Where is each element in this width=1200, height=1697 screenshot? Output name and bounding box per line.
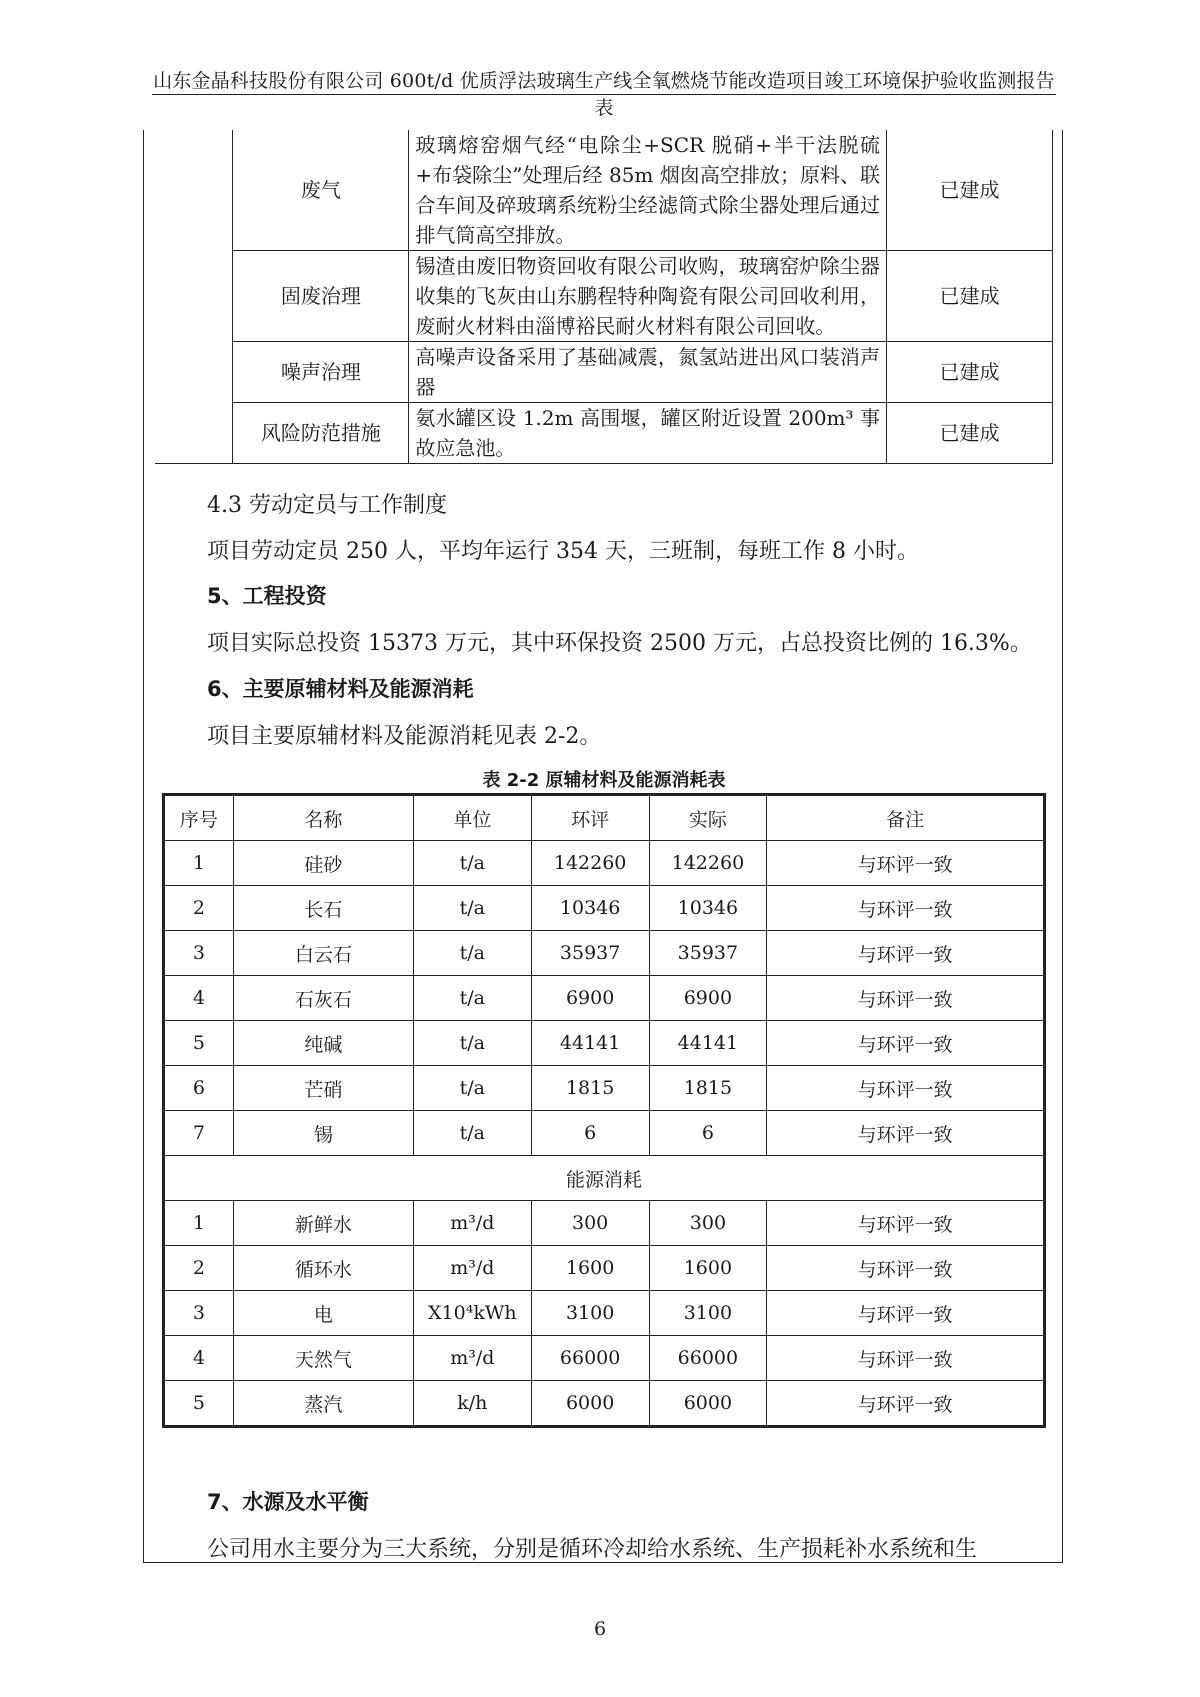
unit-cell: t/a: [413, 1021, 531, 1066]
index-cell: 6: [164, 1066, 234, 1111]
status-cell: 已建成: [887, 403, 1053, 464]
name-cell: 循环水: [233, 1246, 413, 1291]
energy-section-label: 能源消耗: [164, 1156, 1045, 1201]
unit-cell: k/h: [413, 1381, 531, 1427]
name-cell: 新鲜水: [233, 1201, 413, 1246]
eia-value-cell: 35937: [531, 931, 649, 976]
table-row: [155, 130, 1053, 251]
unit-cell: t/a: [413, 976, 531, 1021]
table-row: [164, 931, 1045, 976]
energy-section-row: [164, 1156, 1045, 1201]
section-7-title: 7、水源及水平衡: [207, 1490, 369, 1514]
unit-cell: m³/d: [413, 1201, 531, 1246]
actual-value-cell: 1600: [649, 1246, 767, 1291]
page-header-title: 山东金晶科技股份有限公司 600t/d 优质浮法玻璃生产线全氧燃烧节能改造项目竣工环境保护验收监测报告表: [153, 70, 1055, 119]
table-row: [164, 976, 1045, 1021]
table-row: [164, 1246, 1045, 1291]
index-cell: 1: [164, 841, 234, 886]
table-row: [164, 1066, 1045, 1111]
category-cell: 噪声治理: [233, 342, 409, 403]
table-row: [164, 841, 1045, 886]
name-cell: 电: [233, 1291, 413, 1336]
actual-value-cell: 6000: [649, 1381, 767, 1427]
eia-value-cell: 66000: [531, 1336, 649, 1381]
actual-value-cell: 10346: [649, 886, 767, 931]
eia-value-cell: 6900: [531, 976, 649, 1021]
eia-value-cell: 10346: [531, 886, 649, 931]
actual-value-cell: 1815: [649, 1066, 767, 1111]
unit-cell: t/a: [413, 1066, 531, 1111]
remark-cell: 与环评一致: [767, 1291, 1045, 1336]
column-header: 序号: [164, 795, 234, 841]
table-caption: 表 2-2 原辅材料及能源消耗表: [482, 770, 726, 791]
unit-cell: X10⁴kWh: [413, 1291, 531, 1336]
index-cell: 2: [164, 886, 234, 931]
table-row: [164, 1381, 1045, 1427]
table-row: [155, 251, 1053, 342]
index-cell: 3: [164, 1291, 234, 1336]
table-row: [164, 886, 1045, 931]
actual-value-cell: 44141: [649, 1021, 767, 1066]
actual-value-cell: 300: [649, 1201, 767, 1246]
remark-cell: 与环评一致: [767, 1021, 1045, 1066]
remark-cell: 与环评一致: [767, 886, 1045, 931]
remark-cell: 与环评一致: [767, 1381, 1045, 1427]
unit-cell: t/a: [413, 1111, 531, 1156]
section-7-body: 公司用水主要分为三大系统，分别是循环冷却给水系统、生产损耗补水系统和生: [207, 1537, 978, 1562]
table-header-row: [164, 795, 1045, 841]
table-row: [155, 342, 1053, 403]
category-cell: 固废治理: [233, 251, 409, 342]
remark-cell: 与环评一致: [767, 976, 1045, 1021]
remark-cell: 与环评一致: [767, 1336, 1045, 1381]
actual-value-cell: 66000: [649, 1336, 767, 1381]
index-cell: 4: [164, 976, 234, 1021]
measure-cell: 高噪声设备采用了基础减震，氮氢站进出风口装消声器: [409, 342, 887, 403]
eia-value-cell: 6000: [531, 1381, 649, 1427]
section-4-3-body: 项目劳动定员 250 人，平均年运行 354 天，三班制，每班工作 8 小时。: [207, 539, 919, 564]
eia-value-cell: 300: [531, 1201, 649, 1246]
eia-value-cell: 3100: [531, 1291, 649, 1336]
section-5-title: 5、工程投资: [207, 584, 327, 608]
name-cell: 锡: [233, 1111, 413, 1156]
remark-cell: 与环评一致: [767, 931, 1045, 976]
category-cell: 风险防范措施: [233, 403, 409, 464]
index-cell: 5: [164, 1381, 234, 1427]
name-cell: 天然气: [233, 1336, 413, 1381]
eia-value-cell: 142260: [531, 841, 649, 886]
measure-cell: 玻璃熔窑烟气经“电除尘+SCR 脱硝+半干法脱硫+布袋除尘”处理后经 85m 烟囱高空排放；原料、联合车间及碎玻璃系统粉尘经滤筒式除尘器处理后通过排气筒高空排放。: [409, 130, 887, 251]
table-row: [164, 1201, 1045, 1246]
unit-cell: m³/d: [413, 1336, 531, 1381]
eia-value-cell: 44141: [531, 1021, 649, 1066]
name-cell: 石灰石: [233, 976, 413, 1021]
actual-value-cell: 6: [649, 1111, 767, 1156]
unit-cell: t/a: [413, 841, 531, 886]
remark-cell: 与环评一致: [767, 841, 1045, 886]
measure-cell: 氨水罐区设 1.2m 高围堰，罐区附近设置 200m³ 事故应急池。: [409, 403, 887, 464]
status-cell: 已建成: [887, 130, 1053, 251]
actual-value-cell: 3100: [649, 1291, 767, 1336]
status-cell: 已建成: [887, 342, 1053, 403]
section-4-3-title: 4.3 劳动定员与工作制度: [207, 493, 447, 518]
column-header: 备注: [767, 795, 1045, 841]
name-cell: 长石: [233, 886, 413, 931]
remark-cell: 与环评一致: [767, 1201, 1045, 1246]
section-5-body: 项目实际总投资 15373 万元，其中环保投资 2500 万元，占总投资比例的 16.3%。: [207, 631, 1032, 656]
table-row: [164, 1021, 1045, 1066]
index-cell: 4: [164, 1336, 234, 1381]
remark-cell: 与环评一致: [767, 1066, 1045, 1111]
remark-cell: 与环评一致: [767, 1246, 1045, 1291]
name-cell: 纯碱: [233, 1021, 413, 1066]
name-cell: 蒸汽: [233, 1381, 413, 1427]
unit-cell: t/a: [413, 886, 531, 931]
table-row: [164, 1111, 1045, 1156]
column-header: 环评: [531, 795, 649, 841]
eia-value-cell: 1600: [531, 1246, 649, 1291]
name-cell: 硅砂: [233, 841, 413, 886]
unit-cell: m³/d: [413, 1246, 531, 1291]
category-cell: 废气: [233, 130, 409, 251]
section-6-title: 6、主要原辅材料及能源消耗: [207, 677, 474, 701]
name-cell: 芒硝: [233, 1066, 413, 1111]
materials-energy-table: [162, 793, 1046, 1428]
actual-value-cell: 6900: [649, 976, 767, 1021]
remark-cell: 与环评一致: [767, 1111, 1045, 1156]
measure-cell: 锡渣由废旧物资回收有限公司收购，玻璃窑炉除尘器收集的飞灰由山东鹏程特种陶瓷有限公司回收利用，废耐火材料由淄博裕民耐火材料有限公司回收。: [409, 251, 887, 342]
column-header: 名称: [233, 795, 413, 841]
table-row: [164, 1291, 1045, 1336]
table-row: [155, 403, 1053, 464]
eia-value-cell: 6: [531, 1111, 649, 1156]
unit-cell: t/a: [413, 931, 531, 976]
actual-value-cell: 142260: [649, 841, 767, 886]
status-cell: 已建成: [887, 251, 1053, 342]
index-cell: 7: [164, 1111, 234, 1156]
index-cell: 5: [164, 1021, 234, 1066]
eia-value-cell: 1815: [531, 1066, 649, 1111]
table-row: [164, 1336, 1045, 1381]
page-number: 6: [593, 1618, 607, 1640]
column-header: 实际: [649, 795, 767, 841]
actual-value-cell: 35937: [649, 931, 767, 976]
index-cell: 1: [164, 1201, 234, 1246]
index-cell: 3: [164, 931, 234, 976]
measures-table: [155, 130, 1053, 464]
header-rule: [152, 94, 1056, 95]
column-header: 单位: [413, 795, 531, 841]
name-cell: 白云石: [233, 931, 413, 976]
index-cell: 2: [164, 1246, 234, 1291]
section-6-body: 项目主要原辅材料及能源消耗见表 2-2。: [207, 724, 602, 749]
blank-cell: [155, 130, 233, 464]
